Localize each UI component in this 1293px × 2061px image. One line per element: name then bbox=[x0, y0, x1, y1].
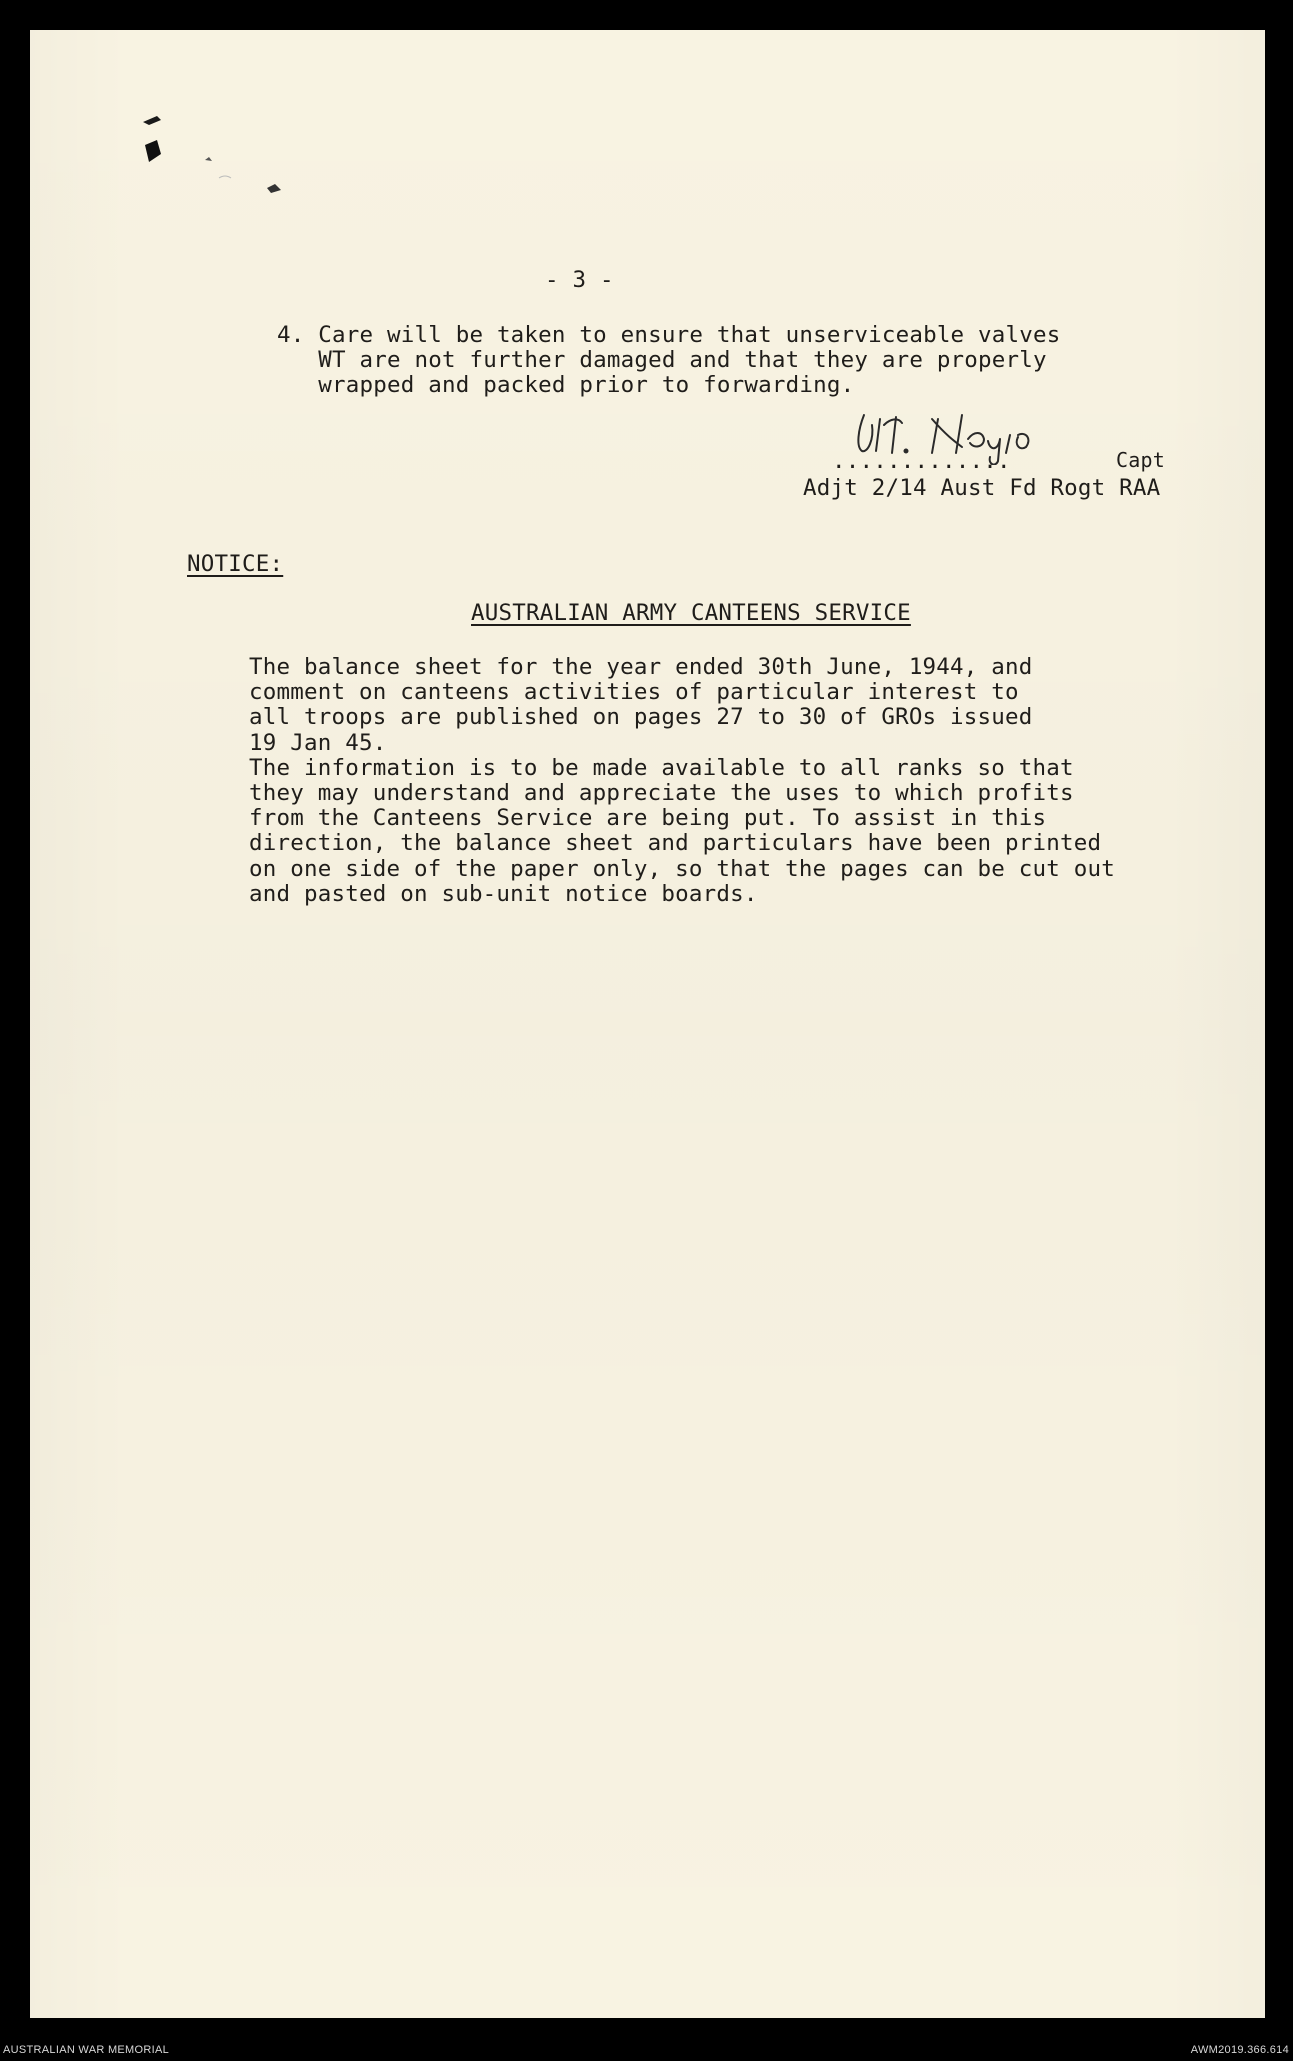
notice-heading: AUSTRALIAN ARMY CANTEENS SERVICE bbox=[471, 600, 911, 626]
signatory-unit: Adjt 2/14 Aust Fd Rogt RAA bbox=[803, 475, 1161, 501]
notice-label: NOTICE: bbox=[187, 551, 284, 577]
signatory-rank: Capt bbox=[1116, 448, 1165, 472]
footer-institution: AUSTRALIAN WAR MEMORIAL bbox=[3, 2044, 170, 2056]
punch-hole-marks bbox=[135, 110, 315, 210]
footer-accession-number: AWM2019.366.614 bbox=[1190, 2044, 1289, 2056]
page-number: - 3 - bbox=[545, 267, 614, 293]
document-page bbox=[30, 30, 1265, 2018]
signature-line: ............. bbox=[832, 448, 1011, 474]
notice-body: The balance sheet for the year ended 30th June, 1944, and comment on canteens activities of particular interest to all troops are published on pages 27 to 30 of GROs issued 19 Jan 45. The information is to be made available to all ranks so that they may understand and appreciate the uses to which profits from the Canteens Service are being put. To assist in this direction, the balance sheet and particulars have been printed on one side of the paper only, so that the pages can be cut out and pasted on sub-unit notice boards. bbox=[249, 654, 1116, 907]
paragraph-item-4: 4. Care will be taken to ensure that unserviceable valves WT are not further damaged and that they are properly wrapped and packed prior to forwarding. bbox=[277, 322, 1061, 398]
